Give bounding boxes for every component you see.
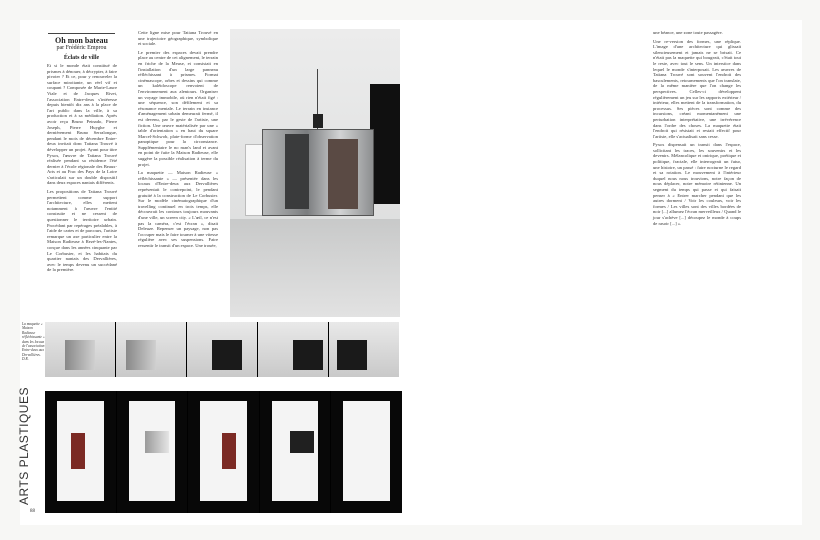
photo-wire-cap — [313, 114, 323, 128]
page-number: 88 — [30, 509, 35, 514]
text-column-right — [653, 30, 741, 229]
strip-object — [337, 340, 367, 370]
strip-opening — [343, 401, 390, 501]
strip-object — [145, 431, 169, 453]
strip-frame — [187, 322, 257, 377]
strip-object — [293, 340, 323, 370]
text-column-left — [47, 63, 117, 276]
article-title: Oh mon bateau — [55, 36, 108, 45]
photo-caption: La maquette « Maison Radieuse réfléchissante » dans les locaux de l'association Entre-deux aux Dervallières. D.R. — [22, 322, 45, 362]
strip-frame — [258, 322, 328, 377]
photo-dark-panel — [370, 84, 400, 204]
strip-frame — [329, 322, 399, 377]
strip-frame — [188, 391, 259, 513]
article-heading — [48, 33, 115, 62]
paragraph: une béance, une zone toute passagère. — [653, 30, 723, 35]
strip-frame — [331, 391, 402, 513]
heading-rule — [48, 33, 115, 34]
paragraph: Une re-version des formes, une réplique. L'image d'une architecture qui glissait silencieusement et jamais ne se brisait. Ce n'était pas la maquette qui bougeait, c'était tout le reste, avec tout le sens. Un interstice dans lequel le monde s'interposait. Les œuvres de Tatiana Trouvé sont souvent l'endroit des basculements, retournements que l'on translate, de la même manière que l'on change les perspectives. Celles-ci développent régulièrement un jeu sur les rapports extérieur / intérieur, elles mettent de la transformation, du processus. Ses pièces sont comme des incursions, créant momentanément une perturbation interprétative, une irrévérence dans l'ordre des choses. La maquette était l'endroit qui résistait et restait effectif pour l'artiste, elle s'actualisait sans cesse. — [653, 38, 741, 139]
strip-frame — [260, 391, 331, 513]
photo-strip-top — [45, 322, 399, 377]
strip-object — [290, 431, 314, 453]
paragraph: Et si le monde était constitué de prismes à dénouer, à décrypter, à faire pivoter ? Et ce, pour y renouveler la surface miroitante, un réel vif et coupant ? Composée de Marie-Laure Viale et de Jacques Rivet, l'association Entre-deux s'intéresse depuis bientôt dix ans à la place de l'art public dans la ville, à sa production et à sa médiation. Après avoir reçu Bruno Peinado, Pierre Joseph, Pierre Huyghe et dernièrement Bruno Serralongue, pendant le mois de décembre Entre-deux invitait donc Tatiana Trouvé à développer un projet. Ayant pour titre Pyxos, l'œuvre de Tatiana Trouvé réalisée pendant sa résidence l'été dernier à l'école régionale des Beaux-Arts et au Frac des Pays de la Loire s'articulait sur un double dispositif dans deux espaces nantais différents. — [47, 63, 117, 186]
strip-object — [126, 340, 156, 370]
right-page — [402, 20, 802, 525]
installation-photo — [230, 29, 400, 317]
strip-frame — [117, 391, 188, 513]
section-label: ARTS PLASTIQUES — [17, 387, 31, 505]
paragraph: Les propositions de Tatiana Trouvé permettent comme support l'architecture, elles mettent notamment à l'œuvre l'entité construite et ne cessent de questionner le territoire urbain. Procédant par repérages préalables, à l'aide de cartes et de parcours, l'artiste remarque un axe particulier entre la Maison Radieuse à Rezé-les-Nantes, conçue dans les années cinquante par Le Corbusier, et les habitats du quartier nantais des Dervallières, avec le temps devenu un succédané de la première. — [47, 189, 117, 273]
strip-frame — [45, 322, 115, 377]
article-subtitle: Éclats de ville — [63, 55, 100, 61]
strip-figure — [222, 433, 236, 469]
photo-reflection — [285, 134, 309, 209]
paragraph: La maquette — Maison Radieuse « réfléchissante » — présentée dans les locaux d'Entre-deux aux Dervallières représentait le contrepoint, le pendant gratuité à la construction de Le Corbusier. Sur le modèle cinématographique d'un travelling continuel en trois temps, elle découvrait les contours toujours mouvants d'une ville, un screen city. « L'œil, ce n'est pas la caméra, c'est l'écran », disait Deleuze. Repenser un paysage, non pas l'occuper mais le faire tourner à une vitesse régulière avec ses suspensions. Faire ressentir le transit d'un espace. Une trouée, — [138, 170, 218, 248]
strip-object — [65, 340, 95, 370]
photo-floor — [230, 219, 400, 317]
strip-object — [212, 340, 242, 370]
paragraph: Le premier des espaces devait prendre place au centre de cet alignement, le terrain en friche de la Meuse, et consistait en l'installation d'un large panneau réfléchissant à prismes. Format cinémascope, orbes et dessins qui comme un kaléidoscope renvoient de l'environnement aux alentours. Organiser un voyage immobile, où rien n'était figé : une séquence, son défilement et sa résonance mentale. Le terrain en instance d'aménagement urbain demeurait fermé, il est devenu, par le geste de l'artiste, une fiction. Une œuvre matérialisée par une « table d'orientation » en haut du square Marcel-Schwob, plate-forme d'observation panoptique pour la circonstance. Supplémentaire le no man's land et avant en point de fuite la Maison Radieuse, elle suggère la possible réalisation à terme du projet. — [138, 49, 218, 167]
strip-frame — [45, 391, 116, 513]
strip-frame — [116, 322, 186, 377]
text-column-middle — [138, 30, 218, 252]
paragraph: Cette ligne mise pour Tatiana Trouvé en une trajectoire géographique, symbolique et sociale. — [138, 30, 218, 47]
strip-figure — [71, 433, 85, 469]
article-byline: par Frédéric Emprou — [56, 45, 107, 51]
paragraph: Pyxos dispensait un transit dans l'espace, sollicitant les traces, les souvenirs et les devenirs. Mélancolique et onirique, poétique et politique, fractale, elle interrogeait un futur, une histoire, un passé : faire nocturne le regard et sa rotation. Le mouvement à l'intérieur duquel nous nous trouvions, notre façon de nous déplacer, notre mémoire rétinienne. Un segment du temps qui passe et qui faisait penser à « Entrer marcher pendant que les autres dorment / Voir les couleurs, voir les formes / Les villes sont des villes bordées de noir [...] allumez l'écran merveilleux / Quand le jour s'achève [...] découpez le monde à coups de rasoir [...] ». — [653, 142, 741, 226]
photo-reflection — [328, 139, 358, 209]
photo-strip-bottom — [45, 391, 402, 513]
